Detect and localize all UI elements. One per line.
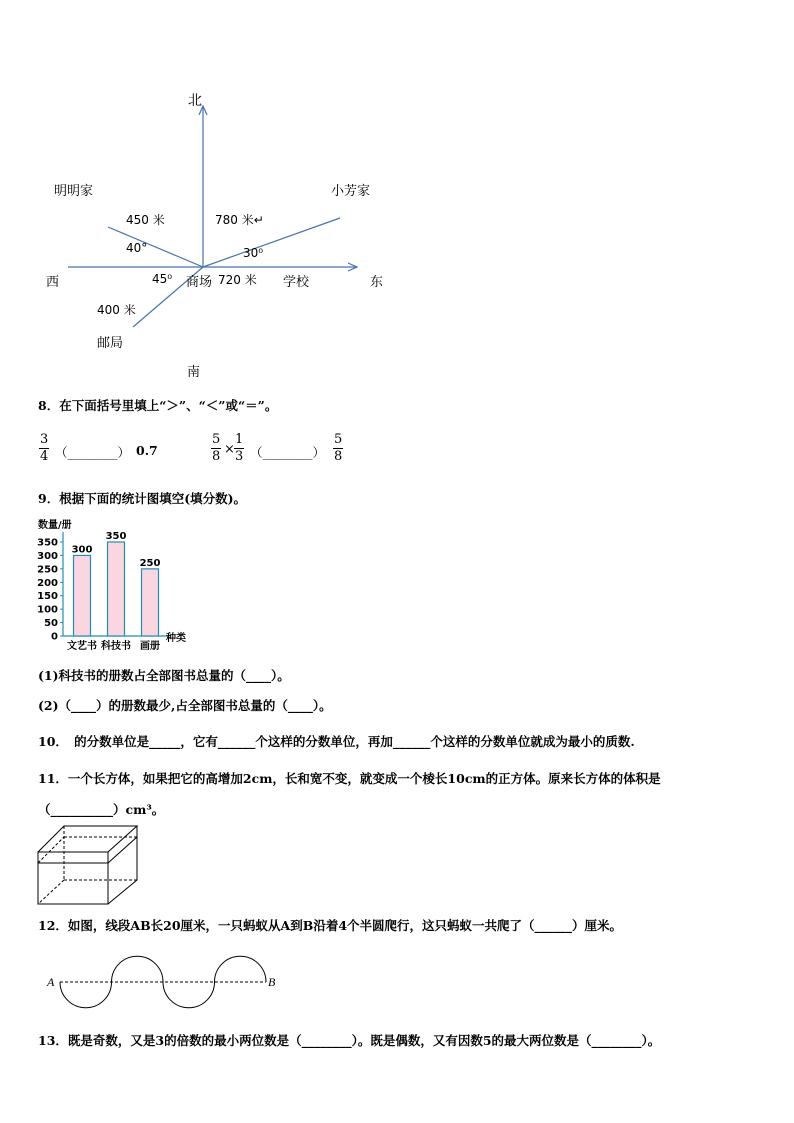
- question-8-title: 8．在下面括号里填上“＞”、“＜”或“＝”。: [38, 398, 278, 413]
- fraction-1-3: [234, 432, 244, 465]
- bar-3: [142, 569, 159, 636]
- bar-1: [74, 555, 91, 636]
- mall-label: 商场: [186, 275, 213, 290]
- fraction-numerator: 3: [40, 432, 49, 447]
- fraction-numerator: 1: [235, 432, 244, 447]
- y-tick-label: 300: [37, 550, 58, 562]
- y-tick-label: 200: [37, 577, 58, 589]
- xiaofang-home-label: 小芳家: [331, 184, 371, 199]
- fraction-denominator: 4: [40, 449, 49, 464]
- cuboid-figure: [34, 822, 144, 912]
- chart-xlabel: 种类: [166, 633, 186, 644]
- times-sign: ×: [224, 442, 235, 457]
- west-label: 西: [46, 275, 60, 290]
- category-label: 文艺书: [67, 641, 97, 651]
- fraction-5-8-right: [333, 432, 343, 465]
- fraction-numerator: 5: [212, 432, 221, 447]
- bar-value-label: 300: [71, 544, 93, 556]
- line-to-mingming: [108, 227, 203, 267]
- mingming-home-label: 明明家: [54, 184, 94, 199]
- y-tick-label: 150: [37, 591, 58, 603]
- question-10: 10． 的分数单位是_____，它有______个这样的分数单位，再加______个这样的分数单位就成为最小的质数.: [38, 734, 635, 749]
- distance-xiaofang: 780 米↵: [215, 213, 264, 227]
- distance-school: 720 米: [218, 273, 257, 287]
- fraction-3-4: [39, 432, 49, 465]
- book-bar-chart: [30, 516, 230, 651]
- question-9-part-1: (1)科技书的册数占全部图书总量的（____）。: [38, 668, 290, 683]
- question-9-title: 9．根据下面的统计图填空(填分数)。: [38, 491, 247, 506]
- y-tick-label: 0: [51, 631, 58, 643]
- y-tick-label: 50: [44, 618, 58, 630]
- semicircle-path-figure: [46, 950, 296, 1020]
- answer-blank-8b[interactable]: （________）: [250, 445, 326, 460]
- distance-mingming: 450 米: [126, 213, 165, 227]
- question-13: 13．既是奇数，又是3的倍数的最小两位数是（________）。既是偶数，又有因数5的最大两位数是（________）。: [38, 1033, 661, 1048]
- question-11-line-1: 11．一个长方体，如果把它的高增加2cm，长和宽不变，就变成一个棱长10cm的正方体。原来长方体的体积是: [38, 771, 661, 786]
- fraction-numerator: 5: [334, 432, 343, 447]
- category-label: 科技书: [101, 641, 131, 651]
- bar-value-label: 350: [105, 531, 127, 542]
- east-label: 东: [370, 275, 384, 290]
- post-office-label: 邮局: [97, 336, 124, 351]
- fraction-denominator: 3: [235, 449, 244, 464]
- distance-post-office: 400 米: [97, 303, 136, 317]
- chart-ylabel: 数量/册: [38, 520, 72, 531]
- fraction-denominator: 8: [212, 449, 221, 464]
- y-tick-label: 350: [37, 537, 58, 549]
- point-b-label: B: [268, 975, 276, 989]
- value-0-7: 0.7: [136, 443, 158, 458]
- question-9-part-2: (2)（____）的册数最少,占全部图书总量的（____）。: [38, 698, 332, 713]
- fraction-denominator: 8: [334, 449, 343, 464]
- north-label: 北: [188, 93, 202, 109]
- y-tick-label: 100: [37, 604, 58, 616]
- question-11-line-2: （__________）cm³。: [38, 802, 165, 817]
- angle-post-office: 45⁰: [152, 272, 173, 286]
- category-label: 画册: [140, 641, 160, 651]
- school-label: 学校: [283, 275, 310, 290]
- angle-mingming: 40°: [126, 241, 148, 255]
- bar-2: [108, 542, 125, 636]
- south-label: 南: [187, 365, 201, 380]
- fraction-5-8: [211, 432, 221, 465]
- question-12: 12．如图，线段AB长20厘米，一只蚂蚁从A到B沿着4个半圆爬行，这只蚂蚁一共爬了（______）厘米。: [38, 918, 623, 933]
- bar-value-label: 250: [139, 557, 161, 569]
- answer-blank-8a[interactable]: （________）: [55, 445, 131, 460]
- angle-xiaofang: 30⁰: [243, 246, 264, 260]
- y-tick-label: 250: [37, 564, 58, 576]
- point-a-label: A: [47, 975, 55, 989]
